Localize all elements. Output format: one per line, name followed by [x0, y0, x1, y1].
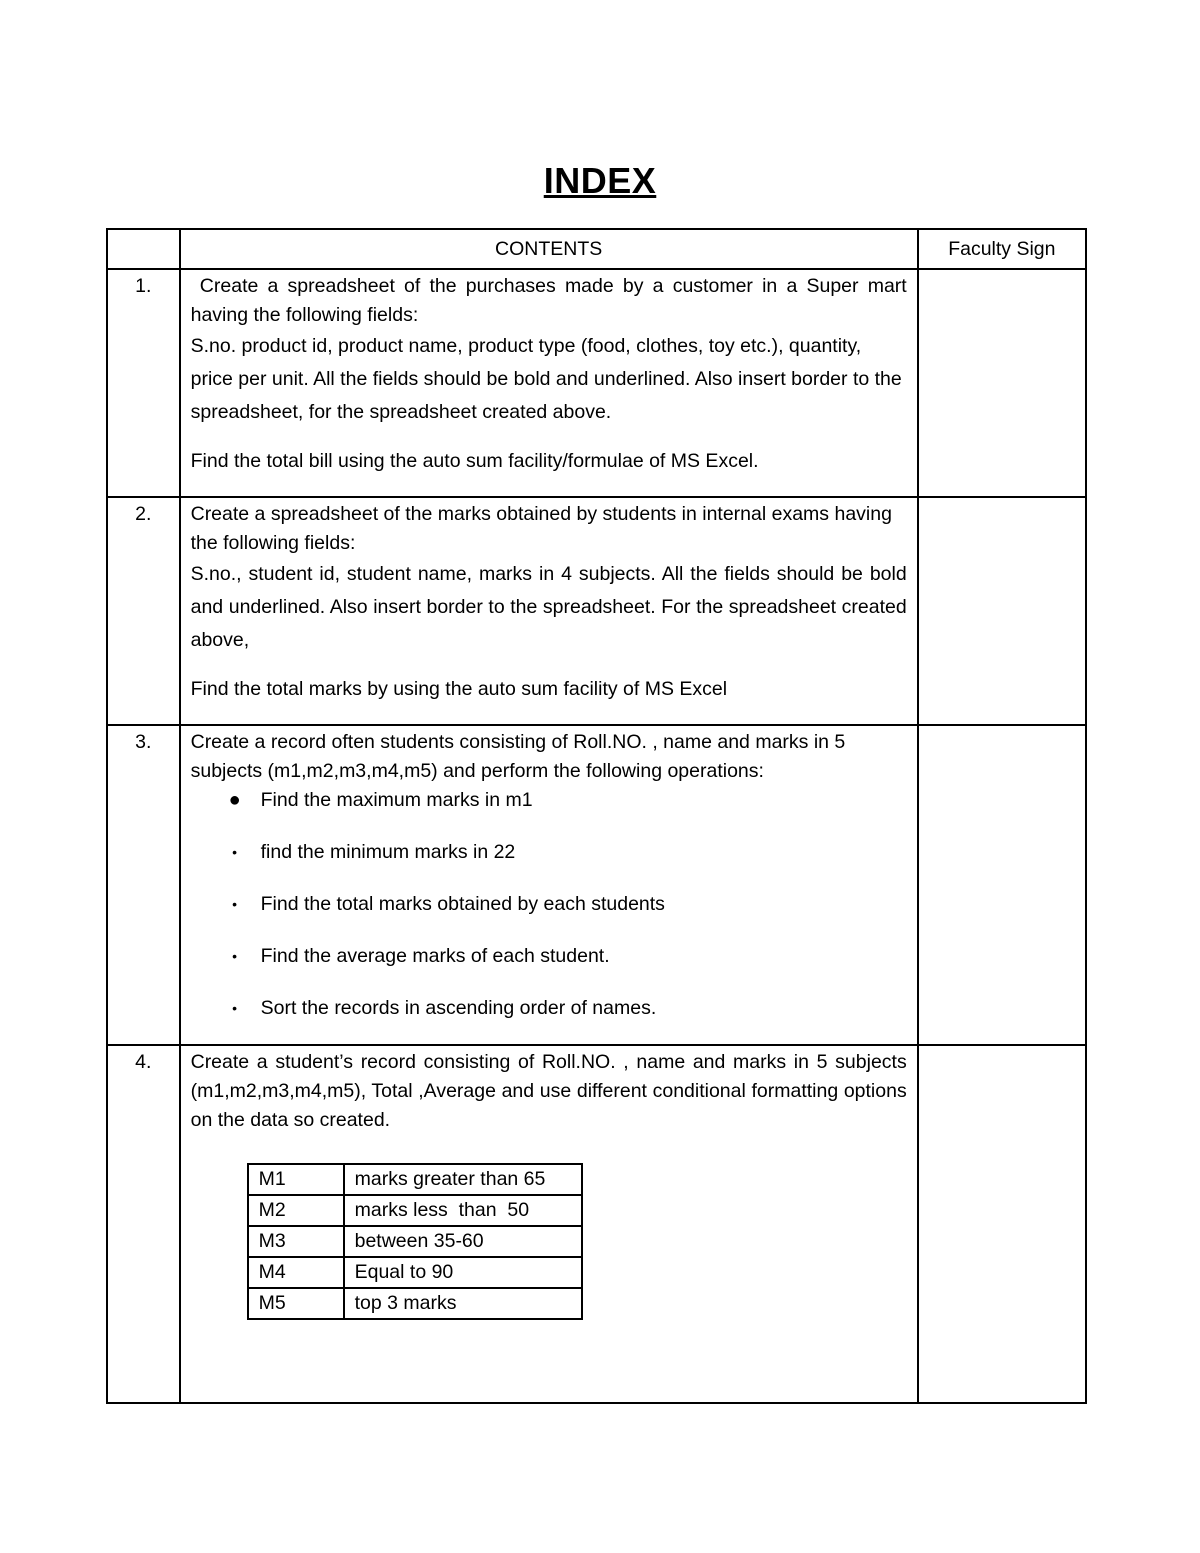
- task-paragraph: Create a spreadsheet of the marks obtained by students in internal exams having the following fields:: [190, 503, 892, 554]
- conditional-formatting-table: [247, 1163, 583, 1320]
- table-header-row: [107, 229, 1086, 269]
- condition-subject: M1: [248, 1164, 344, 1195]
- list-item-text: Find the total marks obtained by each students: [260, 893, 665, 915]
- task-paragraph: Find the total bill using the auto sum facility/formulae of MS Excel.: [190, 450, 759, 472]
- bullet-icon: ●: [228, 789, 241, 811]
- condition-rule: top 3 marks: [344, 1288, 582, 1319]
- task-paragraph: Create a record often students consisting of Roll.NO. , name and marks in 5 subjects (m1,m2,m3,m4,m5) and perform the following operations:: [190, 731, 846, 782]
- row-contents: [180, 1045, 918, 1403]
- condition-rule: marks less than 50: [344, 1195, 582, 1226]
- faculty-sign-cell: [918, 269, 1086, 497]
- condition-subject: M5: [248, 1288, 344, 1319]
- list-item: [191, 942, 907, 971]
- condition-subject: M4: [248, 1257, 344, 1288]
- table-row: [107, 497, 1086, 725]
- list-item: [191, 890, 907, 919]
- condition-subject: M3: [248, 1226, 344, 1257]
- bullet-icon: •: [232, 896, 238, 912]
- task-paragraph: Find the total marks by using the auto sum facility of MS Excel: [190, 678, 728, 700]
- faculty-sign-cell: [918, 497, 1086, 725]
- operations-list: [191, 786, 907, 1023]
- condition-row: [248, 1288, 582, 1319]
- condition-row: [248, 1257, 582, 1288]
- row-number: 2.: [107, 497, 180, 725]
- faculty-sign-cell: [918, 1045, 1086, 1403]
- condition-row: [248, 1164, 582, 1195]
- list-item: [191, 994, 907, 1023]
- row-contents: [180, 725, 918, 1045]
- condition-subject: M2: [248, 1195, 344, 1226]
- task-paragraph: Create a spreadsheet of the purchases made by a customer in a Super mart having the following fields:: [190, 275, 913, 326]
- list-item-text: Sort the records in ascending order of names.: [260, 997, 657, 1019]
- page-title: INDEX: [543, 160, 657, 201]
- faculty-sign-cell: [918, 725, 1086, 1045]
- table-row: [107, 725, 1086, 1045]
- list-item: [191, 786, 907, 815]
- condition-row: [248, 1226, 582, 1257]
- header-faculty-sign: Faculty Sign: [918, 229, 1086, 269]
- bullet-icon: •: [232, 1000, 238, 1016]
- row-number: 1.: [107, 269, 180, 497]
- task-paragraph: Create a student’s record consisting of Roll.NO. , name and marks in 5 subjects (m1,m2,m3,m4,m5), Total ,Average and use different conditional formatting options on the data so created.: [190, 1051, 907, 1131]
- condition-rule: Equal to 90: [344, 1257, 582, 1288]
- row-number: 4.: [107, 1045, 180, 1403]
- row-contents: [180, 269, 918, 497]
- list-item-text: find the minimum marks in 22: [260, 841, 516, 863]
- table-row: [107, 1045, 1086, 1403]
- bullet-icon: •: [232, 844, 238, 860]
- header-number: [107, 229, 180, 269]
- condition-rule: marks greater than 65: [344, 1164, 582, 1195]
- index-table: [106, 228, 1087, 1404]
- list-item-text: Find the average marks of each student.: [260, 945, 610, 967]
- table-row: [107, 269, 1086, 497]
- task-paragraph: S.no., student id, student name, marks in 4 subjects. All the fields should be bold and underlined. Also insert border to the spreadsheet. For the spreadsheet created above,: [190, 563, 907, 651]
- row-contents: [180, 497, 918, 725]
- bullet-icon: •: [232, 948, 238, 964]
- condition-row: [248, 1195, 582, 1226]
- list-item-text: Find the maximum marks in m1: [260, 789, 533, 811]
- row-number: 3.: [107, 725, 180, 1045]
- header-contents: CONTENTS: [180, 229, 918, 269]
- task-paragraph: S.no. product id, product name, product type (food, clothes, toy etc.), quantity, price per unit. All the fields should be bold and underlined. Also insert border to the spreadsheet, for the spreadsheet created above.: [190, 335, 902, 423]
- condition-rule: between 35-60: [344, 1226, 582, 1257]
- list-item: [191, 838, 907, 867]
